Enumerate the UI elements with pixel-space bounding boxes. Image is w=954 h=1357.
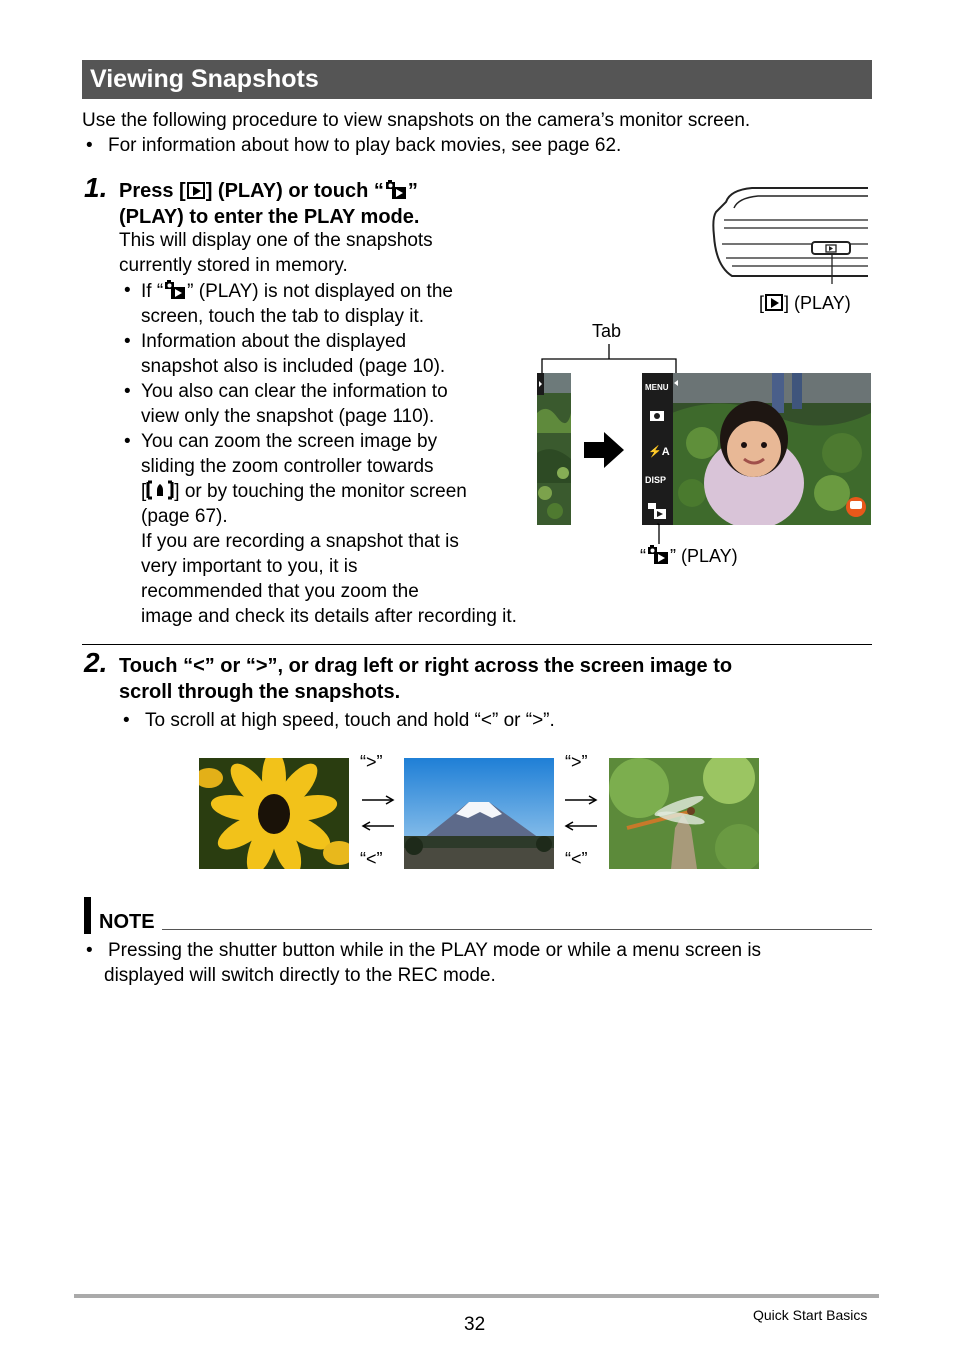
step1-title-line1: Press [ ] (PLAY) or touch “ ” [119,180,418,202]
step2-bullet-text: To scroll at high speed, touch and hold “<” or “>”. [145,710,555,731]
scroll-arrows-icon [360,792,396,832]
play-mode-icon [646,543,670,565]
zoom-telephoto-icon [146,480,174,500]
screen-before-image [537,373,571,525]
note-marker [84,897,91,934]
camera-body-illustration [712,186,872,286]
next-label: “>” [360,752,383,772]
play-button-icon [187,182,205,199]
play-icon-leader [654,524,664,544]
note-text-line2: displayed will switch directly to the REC mode. [104,965,496,986]
photo-dragonfly [609,758,759,869]
section-title: Viewing Snapshots [82,60,872,99]
intro-bullet-text: For information about how to play back movies, see page 62. [108,135,622,156]
footer-bar [74,1294,879,1298]
tab-label: Tab [592,321,622,341]
step1-title-line2: (PLAY) to enter the PLAY mode. [119,206,420,228]
step1-extra: If you are recording a snapshot that is very important to you, it is recommended that you zoom the image and check its details after recording it. [141,531,517,627]
play-mode-icon [384,178,408,200]
intro-text: Use the following procedure to view snapshots on the camera’s monitor screen. [82,110,751,131]
svg-text:⚡A: ⚡A [648,446,670,458]
prev-label: “<” [360,849,383,869]
step1-number: 1. [84,172,108,203]
disp-label: DISP [645,475,667,485]
arrow-right-icon [584,432,626,468]
intro-bullet: • For information about how to play back movies, see page 62. [86,135,622,156]
footer-section: Quick Start Basics [753,1307,868,1323]
step-divider [82,644,872,645]
next-label: “>” [565,752,588,772]
play-icon-label: “ ” (PLAY) [640,543,738,567]
step1-bullet: • You also can clear the information to view only the snapshot (page 110). [119,379,559,429]
scroll-arrows-icon [563,792,599,832]
step2-title-line1: Touch “<” or “>”, or drag left or right across the screen image to [119,655,733,677]
play-button-label: [ ] (PLAY) [759,293,851,313]
menu-label: MENU [645,383,669,392]
prev-label: “<” [565,849,588,869]
note-text-line1: Pressing the shutter button while in the PLAY mode or while a menu screen is [108,940,762,961]
step2-bullet: • To scroll at high speed, touch and hold “<” or “>”. [123,710,555,731]
screen-play-image [642,373,871,525]
page-number: 32 [464,1314,486,1335]
step2-title-line2: scroll through the snapshots. [119,681,401,703]
step1-desc2: currently stored in memory. [119,255,348,276]
step1-bullet: • Information about the displayed snapshot also is included (page 10). [119,329,559,379]
step1-bullets [119,278,559,629]
step1-desc1: This will display one of the snapshots [119,230,433,251]
photo-sunflower [199,758,349,869]
note-heading: NOTE [99,911,155,933]
play-button-icon [765,294,783,311]
step1-bullet: • If “ ” (PLAY) is not displayed on the screen, touch the tab to display it. [119,278,559,329]
note-bullet: • Pressing the shutter button while in the PLAY mode or while a menu screen is displayed will switch directly to the REC mode. [86,940,762,986]
step2-number: 2. [84,647,108,678]
step1-bullet: • You can zoom the screen image by sliding the zoom controller towards [ ] or by touching the monitor screen (page 67). [119,429,559,529]
play-mode-icon [163,278,187,300]
photo-mountain [404,758,554,869]
note-rule [162,929,872,930]
